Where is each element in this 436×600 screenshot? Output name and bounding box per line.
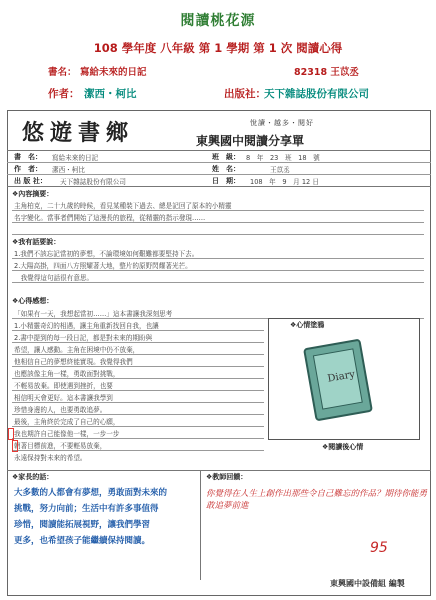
parent-comment-line: 大多數的人都會有夢想，勇敢面對未來的 [14,488,168,498]
reflection-line: 相信明天會更好。這本書讓我學到 [14,394,113,402]
margin-mark [12,440,18,452]
book-label: 書名： [48,67,77,78]
field-date-label: 日 期： [212,177,240,185]
reflection-line: 1.小精靈奇幻的相遇，讓主角重新找回自我，也讓 [14,322,159,330]
footer-credit: 東興國中設備組 編製 [330,579,405,588]
field-pub-label: 出 版 社： [14,177,47,185]
doodle-label: ❖心情塗鴉 [290,321,325,329]
reflection-line: 珍惜身邊的人，也要勇敢追夢。 [14,406,107,414]
reflection-line: 最後，主角終於完成了自己的心願， [14,418,120,426]
reflection-line: 2.書中提到的每一段日記，都是對未來的期盼與 [14,334,153,342]
field-name-value: 王苡丞 [270,166,290,174]
author-name: 潔西・柯比 [84,88,137,100]
page-title: 閱讀桃花源 [180,13,256,29]
writing-line [12,222,424,223]
reflection-line: 朝著目標前進，不要輕易放棄， [14,442,107,450]
writing-line [12,282,424,283]
notebook-text: Diary [326,369,356,385]
margin-mark [8,428,14,440]
field-name-label: 姓 名： [212,165,240,173]
field-book-value: 寫給未來的日記 [52,154,99,162]
field-pub-value: 天下雜誌股份有限公司 [60,178,126,186]
writing-line [12,390,264,391]
field-author-value: 潔西・柯比 [52,166,85,174]
reflection-line: 也應該像主角一樣，勇敢面對挑戰， [14,370,120,378]
divider [7,186,431,187]
writing-line [12,426,264,427]
writing-line [12,450,264,451]
divider [7,162,431,163]
teacher-label: ❖教師回饋： [206,473,248,481]
divider-vertical [200,470,201,580]
after-reading-label: ❖閱讀後心情 [322,443,364,451]
score: 95 [370,540,388,556]
divider [7,150,431,151]
parent-comment-line: 珍惜，閱讀能拓展視野，讓我們學習 [14,520,151,530]
reflection-line: 我也期許自己能像他一樣，一步一步 [14,430,120,438]
writing-line [12,270,424,271]
writing-line [12,438,264,439]
book-title: 寫給未來的日記 [80,67,147,78]
publisher-label: 出版社： [224,88,266,100]
quote-label: ❖我有話要說： [12,238,61,246]
field-class-value: 8 年 23 班 18 號 [246,154,320,162]
parent-label: ❖家長的話： [12,473,54,481]
writing-line [12,258,424,259]
reflection-line: 「如果有一天，我想起當初……」這本書讓我深刻思考 [14,310,173,318]
writing-line [12,402,264,403]
writing-line [12,354,264,355]
teacher-comment: 你覺得在人生上創作出那些令自己難忘的作品？期待你能勇敢追夢前進 [206,489,428,511]
notebook-drawing [298,338,378,426]
parent-comment-line: 更多，也希望孩子能繼續保持閱讀。 [14,536,151,546]
reflection-line: 他相信自己的夢想終能實現。我覺得我們 [14,358,133,366]
quote-line: 2.大陽高掛，四面八方照耀著大地，整片的原野閃耀著光芒。 [14,262,192,270]
quote-line: 1.我們不該忘記當初的夢想，不論環境如何艱難都要堅持下去。 [14,250,199,258]
writing-line [12,210,424,211]
field-author-label: 作 者： [14,165,42,173]
reflection-line: 永遠保持對未來的希望。 [14,454,87,462]
writing-line [12,366,264,367]
student-id: 82318 王苡丞 [294,67,359,78]
publisher-name: 天下雜誌股份有限公司 [264,88,369,100]
writing-line [12,414,264,415]
worksheet-subtitle: 東興國中閱讀分享單 [196,134,305,148]
worksheet-tagline: 悅讀・越多・閱好 [250,119,314,127]
writing-line [12,330,264,331]
summary-label: ❖內容摘要： [12,190,54,198]
quote-line: 我覺得這句話很有意思。 [14,274,94,282]
reflection-label: ❖心得感想： [12,297,54,305]
summary-line: 名字變化。當事者們開始了這漫長的旅程，從精靈的指示發現…… [14,214,206,222]
summary-line: 主角柏克，二十九歲的時候，看見某種裝下過去、總是記回了原本的小精靈 [14,202,232,210]
divider [7,174,431,175]
author-label: 作者： [48,88,80,100]
writing-line [12,342,264,343]
writing-line [12,234,424,235]
reflection-line: 希望，讓人感動。主角在困境中仍不放棄， [14,346,140,354]
semester-info: 108 學年度 八年級 第 1 學期 第 1 次 閱讀心得 [93,41,343,55]
field-date-value: 108 年 9 月 12 日 [250,178,319,186]
reflection-line: 不輕易放棄。即使遇到挫折，也要 [14,382,113,390]
field-class-label: 班 級： [212,153,240,161]
worksheet-title: 悠遊書鄉 [22,120,135,146]
parent-comment-line: 挑戰，努力向前；生活中有許多事值得 [14,504,159,514]
writing-line [12,378,264,379]
field-book-label: 書 名： [14,153,42,161]
divider [7,470,431,471]
